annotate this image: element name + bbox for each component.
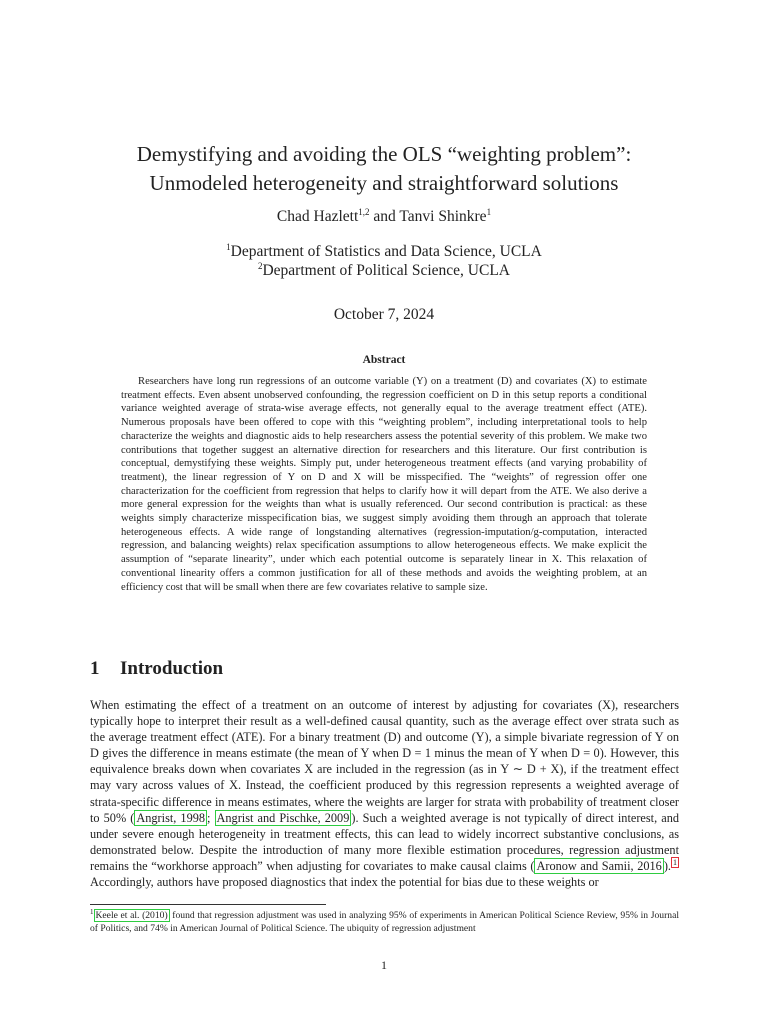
section-number: 1 xyxy=(90,658,100,679)
title-line-1: Demystifying and avoiding the OLS “weighting problem”: xyxy=(136,142,632,166)
citation-link[interactable]: Aronow and Samii, 2016 xyxy=(536,858,662,873)
author-affiliation-mark: 1 xyxy=(486,206,492,217)
affiliation-line xyxy=(60,242,708,261)
footnote-divider xyxy=(90,904,326,905)
affiliation-mark: 2 xyxy=(257,260,263,271)
abstract-text: Researchers have long run regressions of an outcome variable (Y) on a treatment (D) and covariates (X) to estimate treatment effects. Even absent unobserved confounding, the regression coefficient on D in this setup reports a conditional variance weighted average of strata-wise average effects, not generally equal to the average treatment effect (ATE). Numerous proposals have been offered to cope with this “weighting problem”, including interpretational tools to help characterize the weights and diagnostic aids to help researchers assess the potential severity of this problem. We make two contributions that together suggest an alternative direction for researchers and this literature. Our first contribution is conceptual, demystifying these weights. Simply put, under heterogeneous treatment effects (and varying probability of treatment), the linear regression of Y on D and X will be misspecified. The “weights” of regression offer one characterization for the coefficient from regression that helps to clarify how it will depart from the ATE. We also derive a more general expression for the weights than what is usually referenced. Our second contribution is practical: as these weights simply characterize misspecification bias, we suggest simply avoiding them through an approach that tolerate heterogeneous effects. A wide range of longstanding alternatives (regression-imputation/g-computation, interacted regression, and balancing weights) relax specification assumptions to allow heterogeneous effects. We make explicit the assumption of “separate linearity”, under which each potential outcome is separately linear in X. This relaxation of conventional linearity offers a common justification for all of these methods and avoids the weighting problem, at an efficiency cost that will be small when there are few covariates relative to sample size. xyxy=(121,376,647,593)
section-title: Introduction xyxy=(120,658,224,679)
body-text-run: ). Such a weighted average is not typically of direct interest, and under severe enough heterogeneity in treatment effects, this can lead to widely incorrect substantive conclusions, as demonstrated below. Despite the introduction of many more flexible estimation procedures, regression adjustment remains the “workhorse approach” when adjusting for covariates to make causal claims ( xyxy=(90,810,679,873)
body-text-run: Accordingly, authors have proposed diagnostics that index the potential for bias due to these weights or xyxy=(90,875,599,890)
affiliation-text: Department of Political Science, UCLA xyxy=(262,262,510,279)
affiliation-mark: 1 xyxy=(226,241,231,252)
affiliation-text: Department of Statistics and Data Science, UCLA xyxy=(230,243,542,260)
author-name: Chad Hazlett xyxy=(276,208,359,225)
body-text-run: ). xyxy=(663,858,671,873)
paper-title xyxy=(60,140,708,198)
section-heading xyxy=(90,658,223,680)
title-line-2: Unmodeled heterogeneity and straightforward solutions xyxy=(149,171,619,195)
body-paragraph xyxy=(90,697,679,890)
citation-link[interactable]: Keele et al. (2010) xyxy=(95,910,168,921)
affiliations xyxy=(60,242,708,280)
abstract-heading: Abstract xyxy=(362,354,406,366)
author-affiliation-mark: 1,2 xyxy=(358,206,370,217)
author-list xyxy=(60,208,708,226)
body-text-run: When estimating the effect of a treatment on an outcome of interest by adjusting for covariates (X), researchers typically hope to interpret their result as a well-defined causal quantity, such as the average effect over strata such as the average treatment effect (ATE). For a binary treatment (D) and outcome (Y), a simple bivariate regression of Y on D gives the difference in means estimate (the mean of Y when D = 1 minus the mean of Y when D = 0). However, this equivalence breaks down when covariates X are included in the regression (as in Y ∼ D + X), if the treatment effect may vary across values of X. Instead, the coefficient produced by this regression represents a weighted average of strata-specific difference in means estimates, where the weights are larger for strata with probability of treatment closer to 50% ( xyxy=(90,698,679,825)
footnote xyxy=(90,909,679,935)
publication-date: October 7, 2024 xyxy=(333,306,435,323)
author-conjunction: and xyxy=(369,208,400,225)
author-name: Tanvi Shinkre xyxy=(399,208,487,225)
affiliation-line xyxy=(60,261,708,280)
footnote-text: found that regression adjustment was used in analyzing 95% of experiments in American Political Science Review, 95% in Journal of Politics, and 74% in American Journal of Political Science. The ubiquity of regression adjustment xyxy=(90,910,679,934)
citation-link[interactable]: Angrist and Pischke, 2009 xyxy=(216,810,350,825)
footnote-link[interactable]: 1 xyxy=(672,857,677,867)
body-text-run: ; xyxy=(207,810,215,825)
page-number: 1 xyxy=(381,958,387,972)
citation-link[interactable]: Angrist, 1998 xyxy=(136,810,206,825)
footnote-mark: 1 xyxy=(90,907,94,916)
